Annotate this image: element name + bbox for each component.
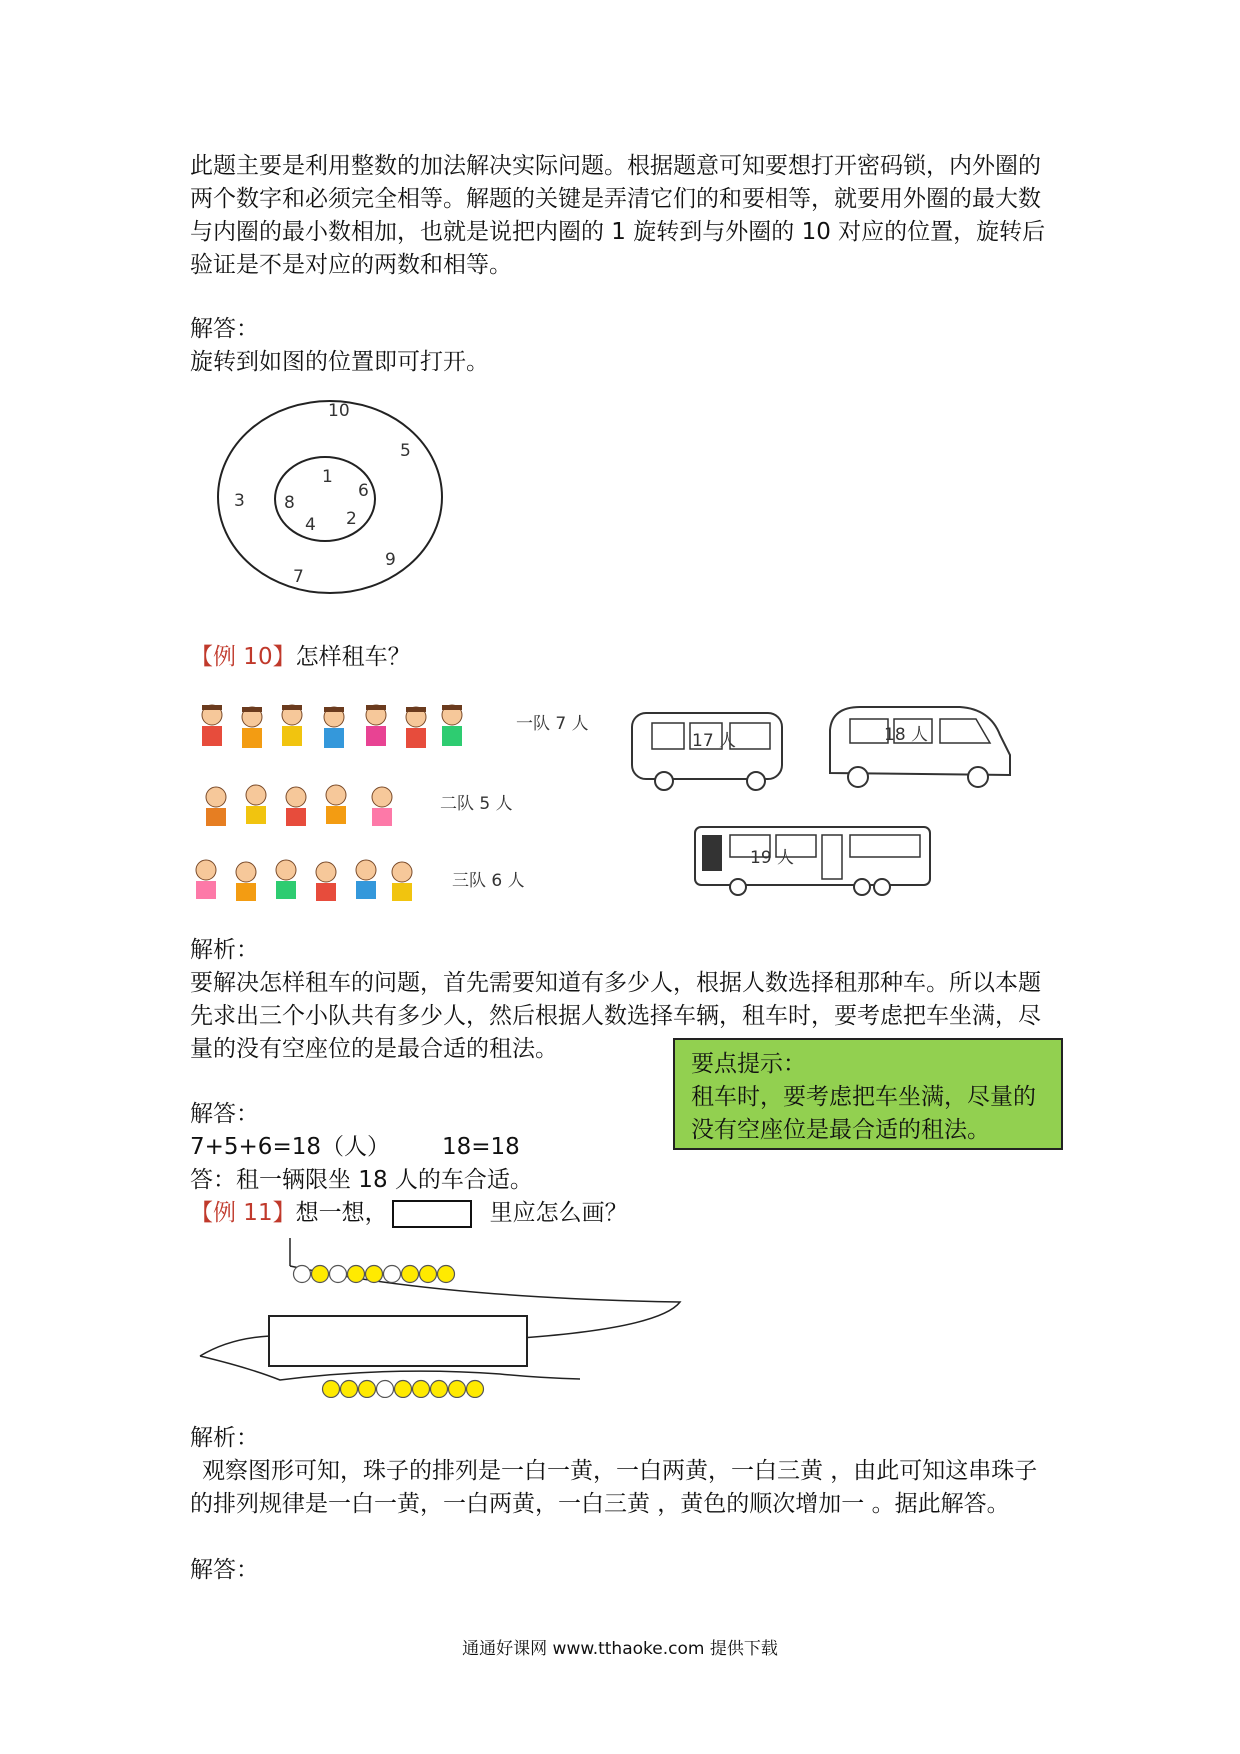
answer-label: 解答： (190, 1101, 259, 1127)
paragraph-explanation-1: 此题主要是利用整数的加法解决实际问题。根据题意可知要想打开密码锁，内外圈的两个数字和必须完全相等。解题的关键是弄清它们的和要相等，就要用外圈的最大数与内圈的最小数相加，也就是说把内圈的 1 旋转到与外圈的 10 对应的位置，旋转后验证是不是对应的两数和相等。 (190, 153, 1046, 278)
outer-number: 3 (234, 491, 245, 511)
bead-yellow (402, 1266, 419, 1283)
van-18 (830, 707, 1010, 787)
analysis-label: 解析： (190, 1425, 259, 1451)
tip-title: 要点提示： (691, 1051, 806, 1077)
paragraph-explanation-2: 要解决怎样租车的问题，首先需要知道有多少人，根据人数选择租那种车。所以本题先求出三个小队共有多少人，然后根据人数选择车辆，租车时，要考虑把车坐满，尽量的没有空座位的是最合适的租法。 (190, 970, 1041, 1062)
example-title-start: 想一想， (295, 1200, 388, 1226)
example-title: 怎样租车？ (295, 644, 411, 670)
bead-yellow (312, 1266, 329, 1283)
inner-number: 1 (322, 467, 333, 487)
inner-number: 8 (284, 493, 295, 513)
team-3-children (196, 860, 412, 901)
bead-yellow (341, 1381, 358, 1398)
team-2-children (206, 785, 392, 826)
team-1-children (202, 705, 462, 748)
bead-yellow (467, 1381, 484, 1398)
bead-yellow (449, 1381, 466, 1398)
outer-number: 10 (328, 401, 350, 421)
example-tag: 【例 11】 (190, 1200, 296, 1226)
inner-number: 2 (346, 509, 357, 529)
analysis-label: 解析： (190, 937, 259, 963)
rent-car-illustration (190, 695, 1040, 920)
inner-number: 4 (305, 515, 316, 535)
beads-figure (190, 1238, 710, 1398)
equation-sum: 7+5+6=18（人） (190, 1134, 390, 1160)
bead-white (384, 1266, 401, 1283)
bus-19 (695, 827, 930, 895)
tip-body: 租车时，要考虑把车坐满，尽量的没有空座位是最合适的租法。 (691, 1084, 1036, 1143)
bead-yellow (348, 1266, 365, 1283)
paragraph-explanation-3: 观察图形可知，珠子的排列是一白一黄，一白两黄，一白三黄 ，由此可知这串珠子的排列规律是一白一黄，一白两黄，一白三黄 ，黄色的顺次增加一 。据此解答。 (190, 1458, 1038, 1517)
inner-number: 6 (358, 481, 369, 501)
bus-17 (632, 713, 782, 790)
example-title-end: 里应怎么画？ (489, 1200, 628, 1226)
equation-compare: 18=18 (441, 1134, 520, 1160)
bead-yellow (431, 1381, 448, 1398)
blank-rectangle (269, 1316, 527, 1366)
example-11-heading (190, 1197, 1060, 1230)
outer-number: 9 (385, 550, 396, 570)
bead-yellow (359, 1381, 376, 1398)
team-1-label: 一队 7 人 (516, 714, 589, 734)
example-10-heading (190, 641, 1060, 674)
bead-yellow (366, 1266, 383, 1283)
blank-box (392, 1200, 472, 1228)
equation-line (190, 1131, 1060, 1164)
team-3-label: 三队 6 人 (452, 871, 525, 891)
bead-white (330, 1266, 347, 1283)
page-footer: 通通好课网 www.tthaoke.com 提供下载 (462, 1639, 778, 1659)
bead-white (294, 1266, 311, 1283)
bus-17-label: 17 人 (692, 731, 737, 751)
answer-text: 答：租一辆限坐 18 人的车合适。 (190, 1167, 533, 1193)
lock-circle-figure (210, 395, 450, 605)
bead-yellow (323, 1381, 340, 1398)
example-tag: 【例 10】 (190, 644, 296, 670)
bead-yellow (420, 1266, 437, 1283)
answer-text: 旋转到如图的位置即可打开。 (190, 349, 489, 375)
team-2-label: 二队 5 人 (440, 794, 513, 814)
answer-label: 解答： (190, 316, 259, 342)
bead-yellow (395, 1381, 412, 1398)
bead-yellow (413, 1381, 430, 1398)
van-18-label: 18 人 (884, 725, 929, 745)
outer-number: 7 (293, 567, 304, 587)
bus-19-label: 19 人 (750, 848, 795, 868)
bead-yellow (438, 1266, 455, 1283)
answer-label: 解答： (190, 1557, 259, 1583)
outer-number: 5 (400, 441, 411, 461)
bead-white (377, 1381, 394, 1398)
